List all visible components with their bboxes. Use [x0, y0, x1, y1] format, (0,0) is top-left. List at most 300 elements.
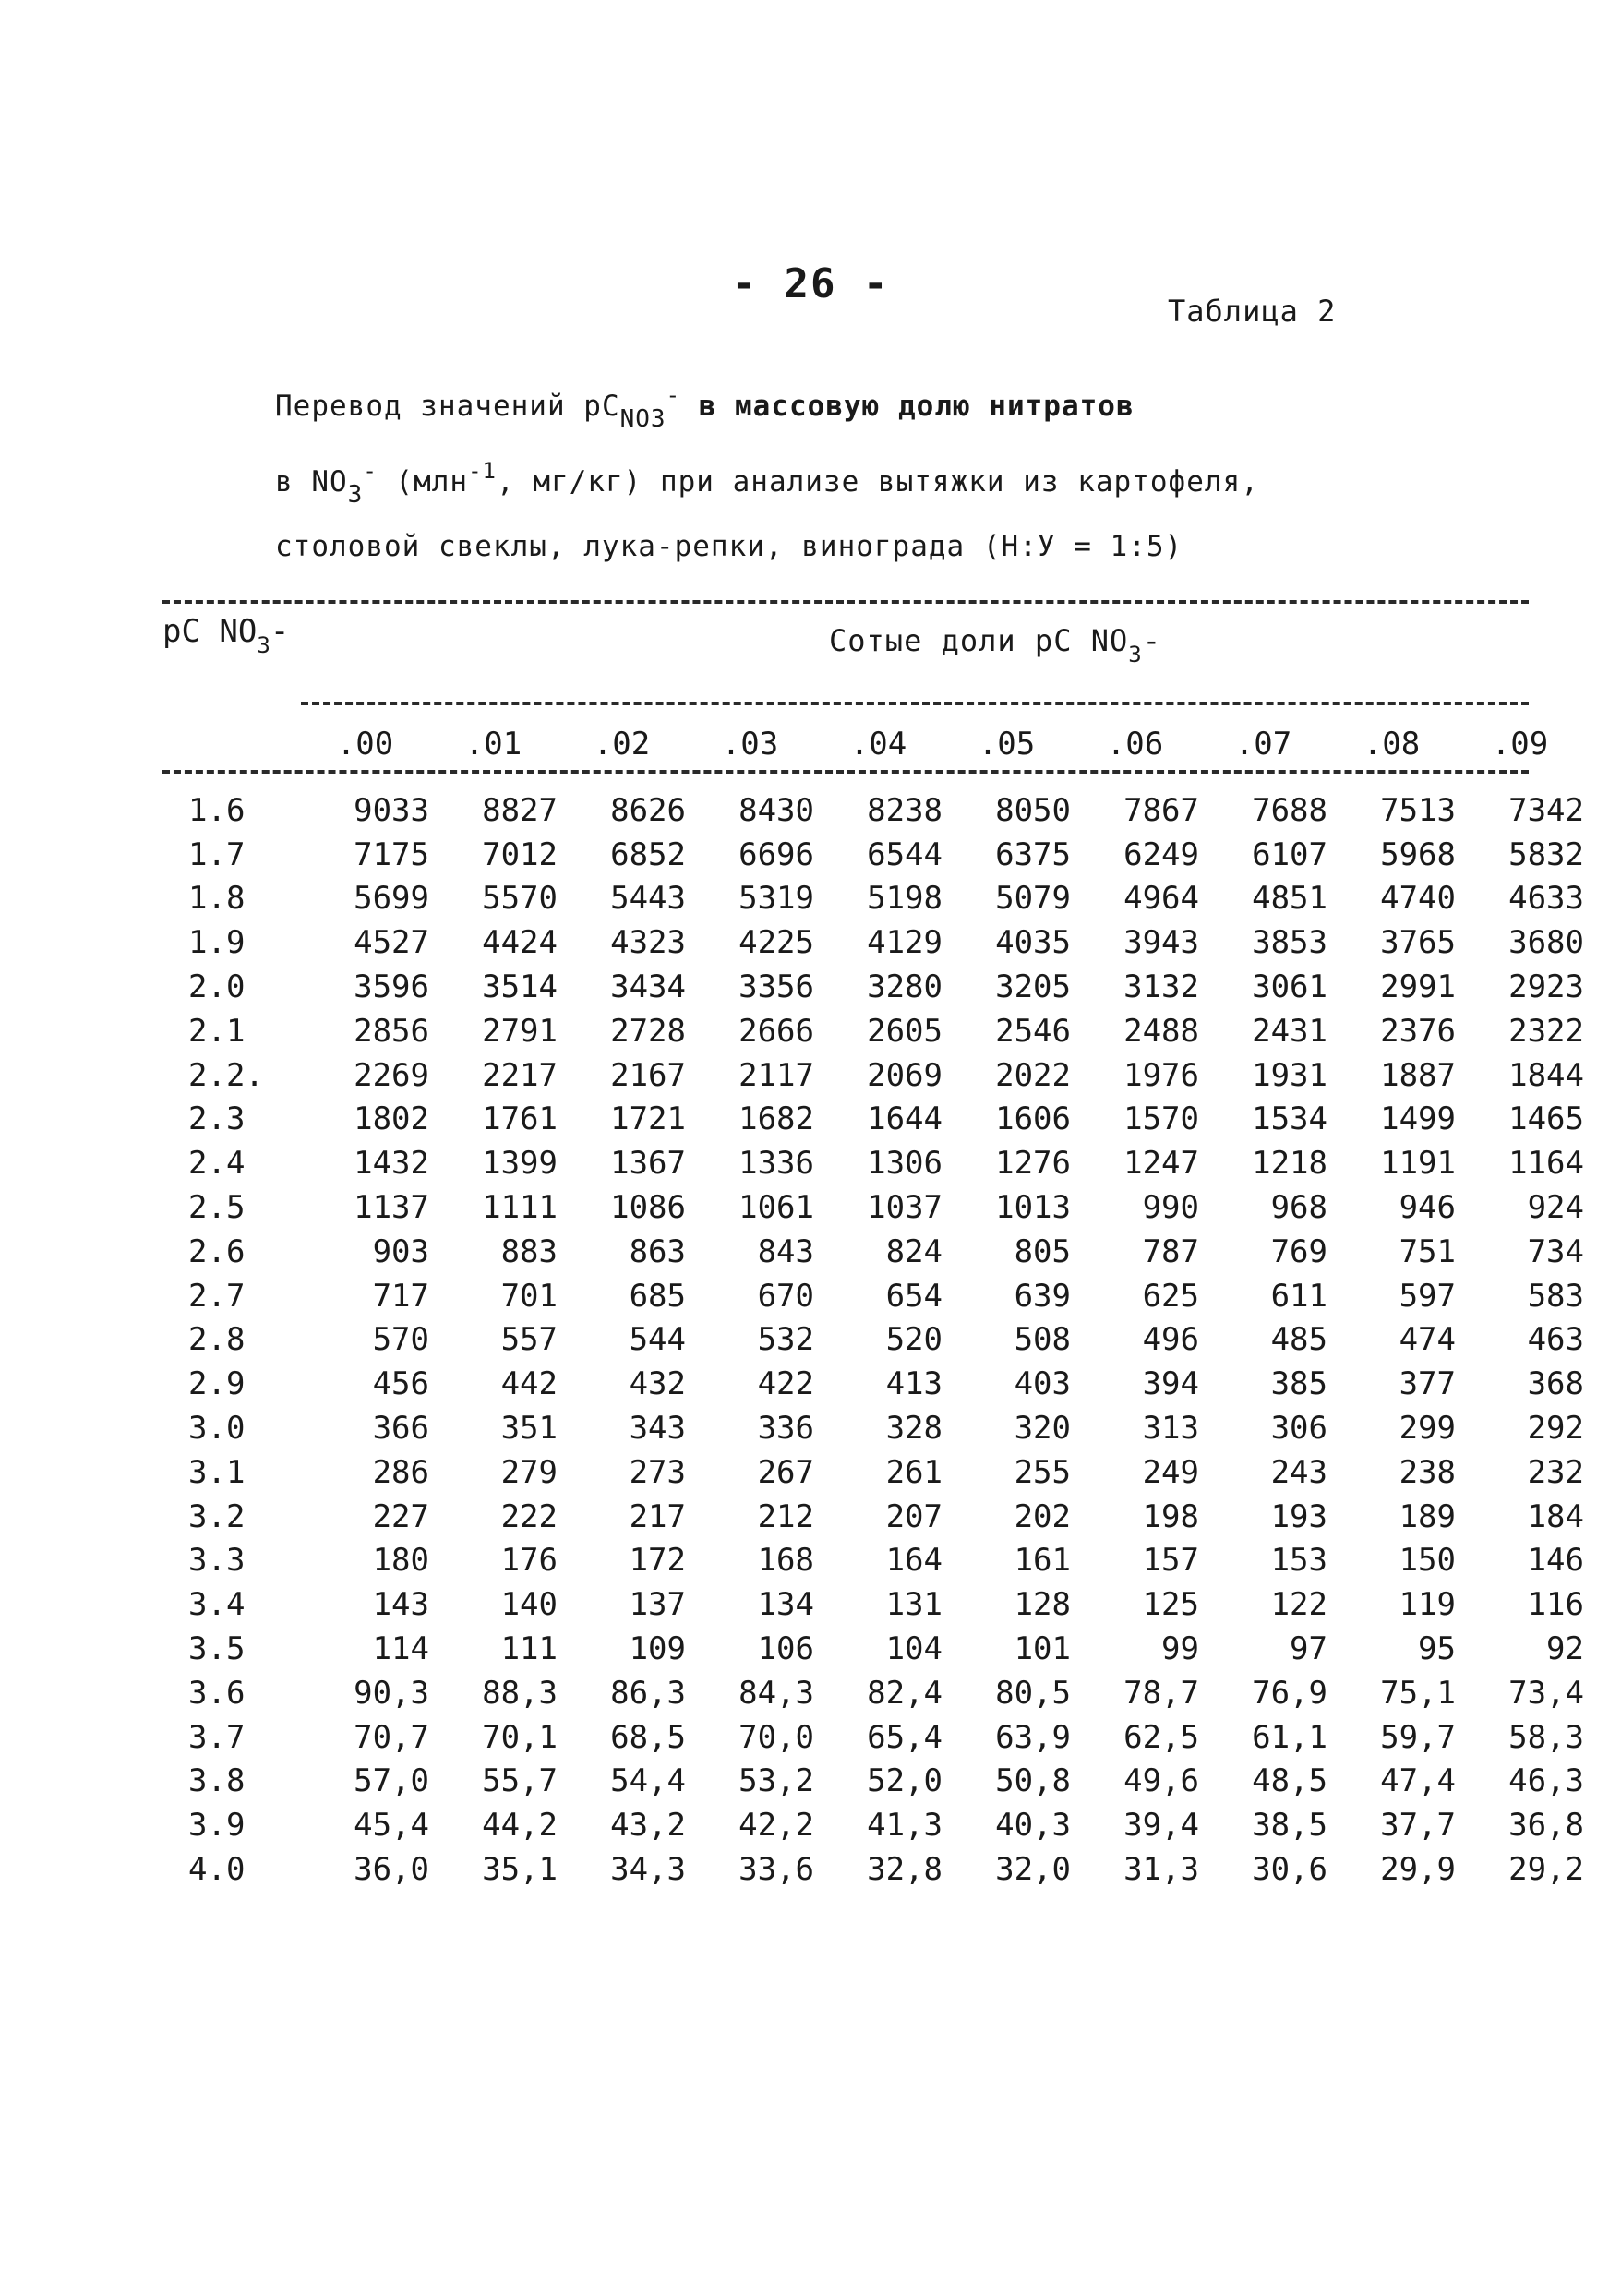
table-cell: 611 [1270, 1277, 1327, 1315]
table-cell: 1336 [738, 1145, 814, 1183]
table-row [162, 1760, 1584, 1804]
table-cell: 104 [885, 1630, 943, 1668]
table-cell: 597 [1399, 1277, 1456, 1315]
table-cell: 6375 [995, 835, 1071, 873]
column-header-empty [162, 716, 301, 772]
table-cell: 3205 [995, 968, 1071, 1006]
table-cell: 168 [757, 1542, 814, 1580]
table-cell: 508 [1014, 1321, 1071, 1359]
table-cell: 1976 [1123, 1056, 1199, 1094]
page-number: - 26 - [731, 260, 890, 307]
table-cell: 701 [500, 1277, 558, 1315]
row-pc-value: 3.2 [188, 1497, 246, 1535]
row-pc-value: 3.0 [188, 1410, 246, 1448]
table-cell: 238 [1399, 1453, 1456, 1491]
table-cell: 76,9 [1252, 1674, 1327, 1712]
table-cell: 8050 [995, 791, 1071, 829]
table-cell: 456 [372, 1365, 429, 1403]
table-cell: 50,8 [995, 1762, 1071, 1800]
nitrate-conversion-table [162, 716, 1584, 1892]
table-cell: 54,4 [610, 1762, 686, 1800]
table-cell: 146 [1527, 1542, 1584, 1580]
table-row [162, 1318, 1584, 1363]
table-cell: 29,2 [1508, 1851, 1584, 1889]
table-cell: 34,3 [610, 1851, 686, 1889]
table-cell: 80,5 [995, 1674, 1071, 1712]
table-cell: 2923 [1508, 968, 1584, 1006]
table-cell: 61,1 [1252, 1718, 1327, 1756]
row-pc-value: 2.2. [188, 1056, 264, 1094]
table-cell: 33,6 [738, 1851, 814, 1889]
table-row [162, 1803, 1584, 1847]
table-cell: 198 [1142, 1497, 1199, 1535]
table-cell: 78,7 [1123, 1674, 1199, 1712]
table-cell: 394 [1142, 1365, 1199, 1403]
table-cell: 6107 [1252, 835, 1327, 873]
table-row [162, 1582, 1584, 1627]
table-cell: 59,7 [1380, 1718, 1456, 1756]
table-cell: 150 [1399, 1542, 1456, 1580]
table-cell: 157 [1142, 1542, 1199, 1580]
table-cell: 134 [757, 1586, 814, 1624]
table-cell: 5443 [610, 880, 686, 918]
table-cell: 422 [757, 1365, 814, 1403]
table-cell: 45,4 [354, 1807, 429, 1845]
table-cell: 75,1 [1380, 1674, 1456, 1712]
row-pc-value: 1.8 [188, 880, 246, 918]
table-cell: 496 [1142, 1321, 1199, 1359]
table-cell: 116 [1527, 1586, 1584, 1624]
column-header: .01 [464, 726, 522, 763]
table-cell: 222 [500, 1497, 558, 1535]
caption-line-3: столовой свеклы, лука-репки, винограда (Н:У = 1:5) [275, 530, 1183, 563]
table-cell: 189 [1399, 1497, 1456, 1535]
table-cell: 903 [372, 1232, 429, 1270]
row-pc-value: 3.7 [188, 1718, 246, 1756]
table-cell: 769 [1270, 1232, 1327, 1270]
table-cell: 1844 [1508, 1056, 1584, 1094]
table-cell: 217 [629, 1497, 686, 1535]
table-cell: 90,3 [354, 1674, 429, 1712]
table-cell: 946 [1399, 1189, 1456, 1227]
table-cell: 4527 [354, 924, 429, 962]
table-cell: 2546 [995, 1012, 1071, 1050]
table-cell: 193 [1270, 1497, 1327, 1535]
table-cell: 37,7 [1380, 1807, 1456, 1845]
table-cell: 442 [500, 1365, 558, 1403]
row-pc-value: 4.0 [188, 1851, 246, 1889]
table-cell: 625 [1142, 1277, 1199, 1315]
table-cell: 2991 [1380, 968, 1456, 1006]
table-row [162, 1098, 1584, 1142]
table-cell: 153 [1270, 1542, 1327, 1580]
table-cell: 101 [1014, 1630, 1071, 1668]
table-cell: 1606 [995, 1100, 1071, 1138]
table-cell: 1399 [482, 1145, 558, 1183]
table-cell: 70,7 [354, 1718, 429, 1756]
row-pc-value: 3.4 [188, 1586, 246, 1624]
table-cell: 1682 [738, 1100, 814, 1138]
table-cell: 2376 [1380, 1012, 1456, 1050]
table-cell: 4740 [1380, 880, 1456, 918]
table-cell: 328 [885, 1410, 943, 1448]
table-cell: 84,3 [738, 1674, 814, 1712]
row-pc-value: 2.7 [188, 1277, 246, 1315]
table-cell: 172 [629, 1542, 686, 1580]
table-cell: 2666 [738, 1012, 814, 1050]
table-cell: 207 [885, 1497, 943, 1535]
table-cell: 255 [1014, 1453, 1071, 1491]
table-cell: 109 [629, 1630, 686, 1668]
table-cell: 351 [500, 1410, 558, 1448]
table-cell: 128 [1014, 1586, 1071, 1624]
table-cell: 55,7 [482, 1762, 558, 1800]
table-cell: 111 [500, 1630, 558, 1668]
table-cell: 5699 [354, 880, 429, 918]
table-cell: 35,1 [482, 1851, 558, 1889]
table-row [162, 833, 1584, 877]
table-row [162, 1230, 1584, 1274]
table-cell: 8430 [738, 791, 814, 829]
table-cell: 1887 [1380, 1056, 1456, 1094]
table-cell: 1644 [867, 1100, 943, 1138]
rule-top [162, 600, 1529, 604]
table-cell: 2167 [610, 1056, 686, 1094]
table-row [162, 1627, 1584, 1671]
table-cell: 4851 [1252, 880, 1327, 918]
column-header: .06 [1106, 726, 1164, 763]
row-pc-value: 3.1 [188, 1453, 246, 1491]
table-cell: 47,4 [1380, 1762, 1456, 1800]
table-cell: 1306 [867, 1145, 943, 1183]
row-pc-value: 1.7 [188, 835, 246, 873]
table-cell: 88,3 [482, 1674, 558, 1712]
table-cell: 2217 [482, 1056, 558, 1094]
row-pc-value: 3.5 [188, 1630, 246, 1668]
table-row [162, 920, 1584, 965]
table-cell: 7012 [482, 835, 558, 873]
table-cell: 320 [1014, 1410, 1071, 1448]
rule-subheader [301, 702, 1529, 705]
table-cell: 70,1 [482, 1718, 558, 1756]
table-cell: 544 [629, 1321, 686, 1359]
table-cell: 53,2 [738, 1762, 814, 1800]
table-cell: 583 [1527, 1277, 1584, 1315]
table-cell: 654 [885, 1277, 943, 1315]
table-row [162, 1715, 1584, 1760]
table-cell: 1465 [1508, 1100, 1584, 1138]
row-pc-value: 3.9 [188, 1807, 246, 1845]
table-cell: 7867 [1123, 791, 1199, 829]
table-cell: 2431 [1252, 1012, 1327, 1050]
table-cell: 1367 [610, 1145, 686, 1183]
table-cell: 212 [757, 1497, 814, 1535]
table-row [162, 877, 1584, 921]
table-cell: 32,0 [995, 1851, 1071, 1889]
row-pc-value: 2.9 [188, 1365, 246, 1403]
table-cell: 97 [1290, 1630, 1327, 1668]
table-cell: 734 [1527, 1232, 1584, 1270]
table-cell: 36,0 [354, 1851, 429, 1889]
table-cell: 306 [1270, 1410, 1327, 1448]
table-cell: 161 [1014, 1542, 1071, 1580]
table-cell: 114 [372, 1630, 429, 1668]
table-cell: 843 [757, 1232, 814, 1270]
table-cell: 4035 [995, 924, 1071, 962]
row-pc-value: 2.1 [188, 1012, 246, 1050]
table-cell: 243 [1270, 1453, 1327, 1491]
table-cell: 1721 [610, 1100, 686, 1138]
table-cell: 62,5 [1123, 1718, 1199, 1756]
table-cell: 1137 [354, 1189, 429, 1227]
table-cell: 137 [629, 1586, 686, 1624]
table-cell: 1931 [1252, 1056, 1327, 1094]
table-cell: 368 [1527, 1365, 1584, 1403]
table-cell: 751 [1399, 1232, 1456, 1270]
table-cell: 3680 [1508, 924, 1584, 962]
table-row [162, 1495, 1584, 1539]
row-pc-value: 2.5 [188, 1189, 246, 1227]
table-cell: 31,3 [1123, 1851, 1199, 1889]
table-cell: 1276 [995, 1145, 1071, 1183]
caption-line-2: в $NO_3^-$ (млн$^{-1}$, мг/кг) при анализе вытяжки из картофеля, [275, 458, 1259, 509]
table-cell: 1802 [354, 1100, 429, 1138]
column-header: .07 [1234, 726, 1292, 763]
table-cell: 95 [1418, 1630, 1456, 1668]
table-cell: 343 [629, 1410, 686, 1448]
table-cell: 176 [500, 1542, 558, 1580]
column-header: .05 [978, 726, 1036, 763]
table-cell: 990 [1142, 1189, 1199, 1227]
row-pc-value: 3.8 [188, 1762, 246, 1800]
table-cell: 92 [1546, 1630, 1584, 1668]
table-cell: 5198 [867, 880, 943, 918]
table-cell: 5570 [482, 880, 558, 918]
row-pc-value: 3.3 [188, 1542, 246, 1580]
table-row [162, 1053, 1584, 1098]
table-cell: 520 [885, 1321, 943, 1359]
table-cell: 463 [1527, 1321, 1584, 1359]
table-cell: 9033 [354, 791, 429, 829]
table-cell: 3514 [482, 968, 558, 1006]
table-cell: 6852 [610, 835, 686, 873]
table-row [162, 1185, 1584, 1230]
caption-line-1: Перевод значений $pC_{NO3}^-$ в массовую долю нитратов [275, 382, 1135, 433]
table-cell: 717 [372, 1277, 429, 1315]
table-cell: 1086 [610, 1189, 686, 1227]
table-cell: 1499 [1380, 1100, 1456, 1138]
row-pc-value: 2.6 [188, 1232, 246, 1270]
table-cell: 73,4 [1508, 1674, 1584, 1712]
table-cell: 2728 [610, 1012, 686, 1050]
header-pc-label: pC $NO_3-$ [162, 613, 290, 658]
table-cell: 8626 [610, 791, 686, 829]
table-cell: 639 [1014, 1277, 1071, 1315]
table-cell: 39,4 [1123, 1807, 1199, 1845]
table-row [162, 1141, 1584, 1185]
table-cell: 227 [372, 1497, 429, 1535]
table-cell: 685 [629, 1277, 686, 1315]
table-row [162, 1406, 1584, 1450]
table-cell: 924 [1527, 1189, 1584, 1227]
table-cell: 4424 [482, 924, 558, 962]
table-cell: 119 [1399, 1586, 1456, 1624]
table-cell: 29,9 [1380, 1851, 1456, 1889]
table-cell: 65,4 [867, 1718, 943, 1756]
table-cell: 413 [885, 1365, 943, 1403]
table-cell: 3943 [1123, 924, 1199, 962]
table-cell: 403 [1014, 1365, 1071, 1403]
table-cell: 3356 [738, 968, 814, 1006]
table-cell: 5968 [1380, 835, 1456, 873]
table-cell: 1061 [738, 1189, 814, 1227]
table-cell: 58,3 [1508, 1718, 1584, 1756]
table-cell: 52,0 [867, 1762, 943, 1800]
table-cell: 82,4 [867, 1674, 943, 1712]
table-cell: 122 [1270, 1586, 1327, 1624]
table-cell: 485 [1270, 1321, 1327, 1359]
table-cell: 7175 [354, 835, 429, 873]
table-caption [275, 369, 1383, 572]
table-cell: 131 [885, 1586, 943, 1624]
table-cell: 3596 [354, 968, 429, 1006]
table-cell: 6696 [738, 835, 814, 873]
table-cell: 106 [757, 1630, 814, 1668]
table-cell: 286 [372, 1453, 429, 1491]
table-cell: 670 [757, 1277, 814, 1315]
table-cell: 1164 [1508, 1145, 1584, 1183]
table-cell: 474 [1399, 1321, 1456, 1359]
table-cell: 30,6 [1252, 1851, 1327, 1889]
table-cell: 2022 [995, 1056, 1071, 1094]
table-cell: 202 [1014, 1497, 1071, 1535]
table-cell: 273 [629, 1453, 686, 1491]
table-cell: 2322 [1508, 1012, 1584, 1050]
table-cell: 1191 [1380, 1145, 1456, 1183]
column-header: .08 [1363, 726, 1421, 763]
table-cell: 41,3 [867, 1807, 943, 1845]
table-cell: 3434 [610, 968, 686, 1006]
table-cell: 2269 [354, 1056, 429, 1094]
row-pc-value: 3.6 [188, 1674, 246, 1712]
table-cell: 1111 [482, 1189, 558, 1227]
column-header: .09 [1491, 726, 1549, 763]
table-cell: 2488 [1123, 1012, 1199, 1050]
table-cell: 43,2 [610, 1807, 686, 1845]
column-header: .02 [593, 726, 651, 763]
table-cell: 2605 [867, 1012, 943, 1050]
table-cell: 7342 [1508, 791, 1584, 829]
row-pc-value: 2.3 [188, 1100, 246, 1138]
table-cell: 3280 [867, 968, 943, 1006]
row-pc-value: 2.4 [188, 1145, 246, 1183]
table-cell: 292 [1527, 1410, 1584, 1448]
table-cell: 42,2 [738, 1807, 814, 1845]
table-cell: 267 [757, 1453, 814, 1491]
table-cell: 143 [372, 1586, 429, 1624]
row-pc-value: 2.8 [188, 1321, 246, 1359]
table-cell: 432 [629, 1365, 686, 1403]
table-label: Таблица 2 [1168, 294, 1337, 329]
table-row [162, 772, 1584, 833]
row-pc-value: 2.0 [188, 968, 246, 1006]
table-cell: 46,3 [1508, 1762, 1584, 1800]
table-cell: 1570 [1123, 1100, 1199, 1138]
table-cell: 8827 [482, 791, 558, 829]
table-cell: 86,3 [610, 1674, 686, 1712]
table-cell: 1218 [1252, 1145, 1327, 1183]
table-cell: 44,2 [482, 1807, 558, 1845]
table-cell: 4964 [1123, 880, 1199, 918]
table-row [162, 1274, 1584, 1318]
table-cell: 3061 [1252, 968, 1327, 1006]
table-cell: 3853 [1252, 924, 1327, 962]
table-cell: 6249 [1123, 835, 1199, 873]
table-cell: 57,0 [354, 1762, 429, 1800]
table-cell: 377 [1399, 1365, 1456, 1403]
table-cell: 232 [1527, 1453, 1584, 1491]
table-cell: 1534 [1252, 1100, 1327, 1138]
table-cell: 968 [1270, 1189, 1327, 1227]
table-cell: 313 [1142, 1410, 1199, 1448]
table-cell: 125 [1142, 1586, 1199, 1624]
table-cell: 38,5 [1252, 1807, 1327, 1845]
table-row [162, 1450, 1584, 1495]
table-cell: 299 [1399, 1410, 1456, 1448]
table-cell: 3132 [1123, 968, 1199, 1006]
table-cell: 385 [1270, 1365, 1327, 1403]
table-cell: 249 [1142, 1453, 1199, 1491]
table-cell: 5319 [738, 880, 814, 918]
column-header: .04 [849, 726, 907, 763]
table-cell: 4633 [1508, 880, 1584, 918]
row-pc-value: 1.9 [188, 924, 246, 962]
table-cell: 366 [372, 1410, 429, 1448]
table-row [162, 1539, 1584, 1583]
table-cell: 336 [757, 1410, 814, 1448]
table-cell: 279 [500, 1453, 558, 1491]
table-cell: 863 [629, 1232, 686, 1270]
table-cell: 805 [1014, 1232, 1071, 1270]
table-cell: 2117 [738, 1056, 814, 1094]
table-cell: 1013 [995, 1189, 1071, 1227]
table-cell: 2856 [354, 1012, 429, 1050]
table-cell: 1761 [482, 1100, 558, 1138]
table-cell: 48,5 [1252, 1762, 1327, 1800]
table-cell: 787 [1142, 1232, 1199, 1270]
column-header-row [162, 716, 1584, 772]
table-cell: 883 [500, 1232, 558, 1270]
table-cell: 70,0 [738, 1718, 814, 1756]
table-cell: 40,3 [995, 1807, 1071, 1845]
table-cell: 164 [885, 1542, 943, 1580]
table-cell: 557 [500, 1321, 558, 1359]
table-row [162, 1847, 1584, 1892]
table-cell: 824 [885, 1232, 943, 1270]
table-cell: 8238 [867, 791, 943, 829]
table-cell: 2791 [482, 1012, 558, 1050]
column-header: .00 [336, 726, 394, 763]
table-cell: 570 [372, 1321, 429, 1359]
table-cell: 63,9 [995, 1718, 1071, 1756]
table-cell: 184 [1527, 1497, 1584, 1535]
table-cell: 2069 [867, 1056, 943, 1094]
table-cell: 99 [1161, 1630, 1199, 1668]
table-cell: 532 [757, 1321, 814, 1359]
table-cell: 3765 [1380, 924, 1456, 962]
table-cell: 261 [885, 1453, 943, 1491]
column-header: .03 [721, 726, 779, 763]
